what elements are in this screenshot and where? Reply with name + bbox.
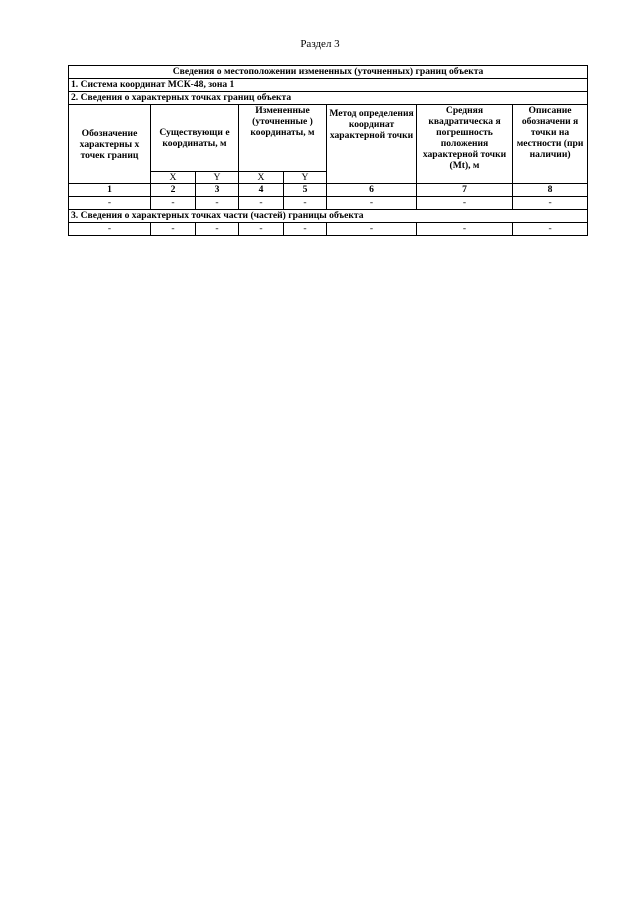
table-cell: - [239,223,284,236]
table-row [69,223,588,236]
header-method: Метод определения координат характерной точки [327,105,417,184]
table-cell: - [239,197,284,210]
column-number-row [69,184,588,197]
table-cell: - [417,223,513,236]
column-number: 8 [513,184,588,197]
header-point-description: Описание обозначени я точки на местности (при наличии) [513,105,588,184]
table-cell: - [151,223,196,236]
table-cell: - [513,223,588,236]
column-number: 2 [151,184,196,197]
table-cell: - [284,223,327,236]
coordinate-system-row: 1. Система координат МСК-48, зона 1 [69,79,588,92]
table-cell: - [513,197,588,210]
table-banner: Сведения о местоположении измененных (уточненных) границ объекта [69,66,588,79]
column-number: 5 [284,184,327,197]
section-2-heading: 2. Сведения о характерных точках границ объекта [69,92,588,105]
subheader-existing-y: Y [196,172,239,184]
header-changed-coordinates: Измененные (уточненные ) координаты, м [239,105,327,172]
header-mean-error: Средняя квадратическа я погрешность положения характерной точки (Mt), м [417,105,513,184]
column-number: 1 [69,184,151,197]
table-row [69,197,588,210]
subheader-existing-x: X [151,172,196,184]
page-title: Раздел 3 [300,38,340,50]
table-cell: - [196,223,239,236]
table-cell: - [417,197,513,210]
column-number: 3 [196,184,239,197]
table-cell: - [196,197,239,210]
boundary-points-table [68,65,588,236]
table-cell: - [327,197,417,210]
column-number: 4 [239,184,284,197]
table-cell: - [327,223,417,236]
column-number: 7 [417,184,513,197]
column-number: 6 [327,184,417,197]
header-existing-coordinates: Существующи е координаты, м [151,105,239,172]
section-3-heading: 3. Сведения о характерных точках части (частей) границы объекта [69,210,588,223]
table-cell: - [284,197,327,210]
subheader-changed-y: Y [284,172,327,184]
table-cell: - [69,197,151,210]
table-cell: - [151,197,196,210]
subheader-changed-x: X [239,172,284,184]
table-cell: - [69,223,151,236]
header-point-designation: Обозначение характерны х точек границ [69,105,151,184]
